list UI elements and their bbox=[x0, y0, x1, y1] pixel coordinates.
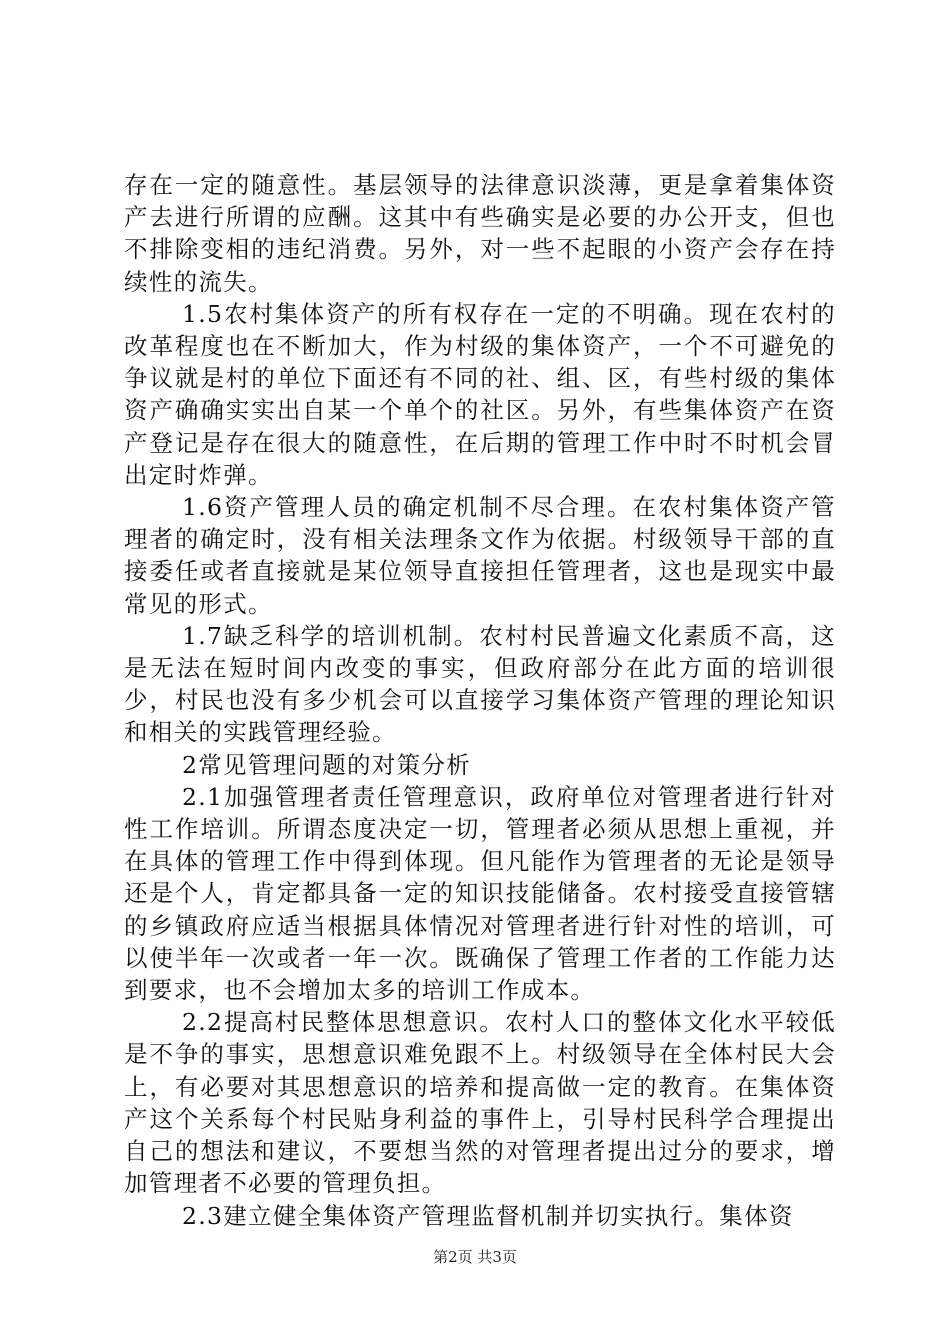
page-footer: 第2页 共3页 bbox=[433, 1248, 517, 1266]
paragraph-1-6: 1.6资产管理人员的确定机制不尽合理。在农村集体资产管理者的确定时，没有相关法理条文作为依据。村级领导干部的直接委任或者直接就是某位领导直接担任管理者，这也是现实中最常见的形式。 bbox=[124, 493, 836, 618]
paragraph-1-7: 1.7缺乏科学的培训机制。农村村民普遍文化素质不高，这是无法在短时间内改变的事实，但政府部分在此方面的培训很少，村民也没有多少机会可以直接学习集体资产管理的理论知识和相关的实践管理经验。 bbox=[124, 621, 836, 747]
paragraph-1-5: 1.5农村集体资产的所有权存在一定的不明确。现在农村的改革程度也在不断加大，作为村级的集体资产，一个不可避免的争议就是村的单位下面还有不同的社、组、区，有些村级的集体资产确确实实出自某一个单个的社区。另外，有些集体资产在资产登记是存在很大的随意性，在后期的管理工作中时不时机会冒出定时炸弹。 bbox=[124, 299, 836, 489]
paragraph-2-2: 2.2提高村民整体思想意识。农村人口的整体文化水平较低是不争的事实，思想意识难免跟不上。村级领导在全体村民大会上，有必要对其思想意识的培养和提高做一定的教育。在集体资产这个关系每个村民贴身利益的事件上，引导村民科学合理提出自己的想法和建议，不要想当然的对管理者提出过分的要求，增加管理者不必要的管理负担。 bbox=[124, 1008, 836, 1198]
document-body bbox=[124, 169, 836, 1232]
paragraph-2-3: 2.3建立健全集体资产管理监督机制并切实执行。集体资 bbox=[182, 1201, 794, 1230]
paragraph-2-1: 2.1加强管理者责任管理意识，政府单位对管理者进行针对性工作培训。所谓态度决定一切，管理者必须从思想上重视，并在具体的管理工作中得到体现。但凡能作为管理者的无论是领导还是个人，肯定都具备一定的知识技能储备。农村接受直接管辖的乡镇政府应适当根据具体情况对管理者进行针对性的培训，可以使半年一次或者一年一次。既确保了管理工作者的工作能力达到要求，也不会增加太多的培训工作成本。 bbox=[124, 782, 836, 1005]
section-heading-2: 2常见管理问题的对策分析 bbox=[182, 750, 472, 779]
paragraph-continuation: 存在一定的随意性。基层领导的法律意识淡薄，更是拿着集体资产去进行所谓的应酬。这其中有些确实是必要的办公开支，但也不排除变相的违纪消费。另外，对一些不起眼的小资产会存在持续性的流失。 bbox=[124, 171, 836, 296]
